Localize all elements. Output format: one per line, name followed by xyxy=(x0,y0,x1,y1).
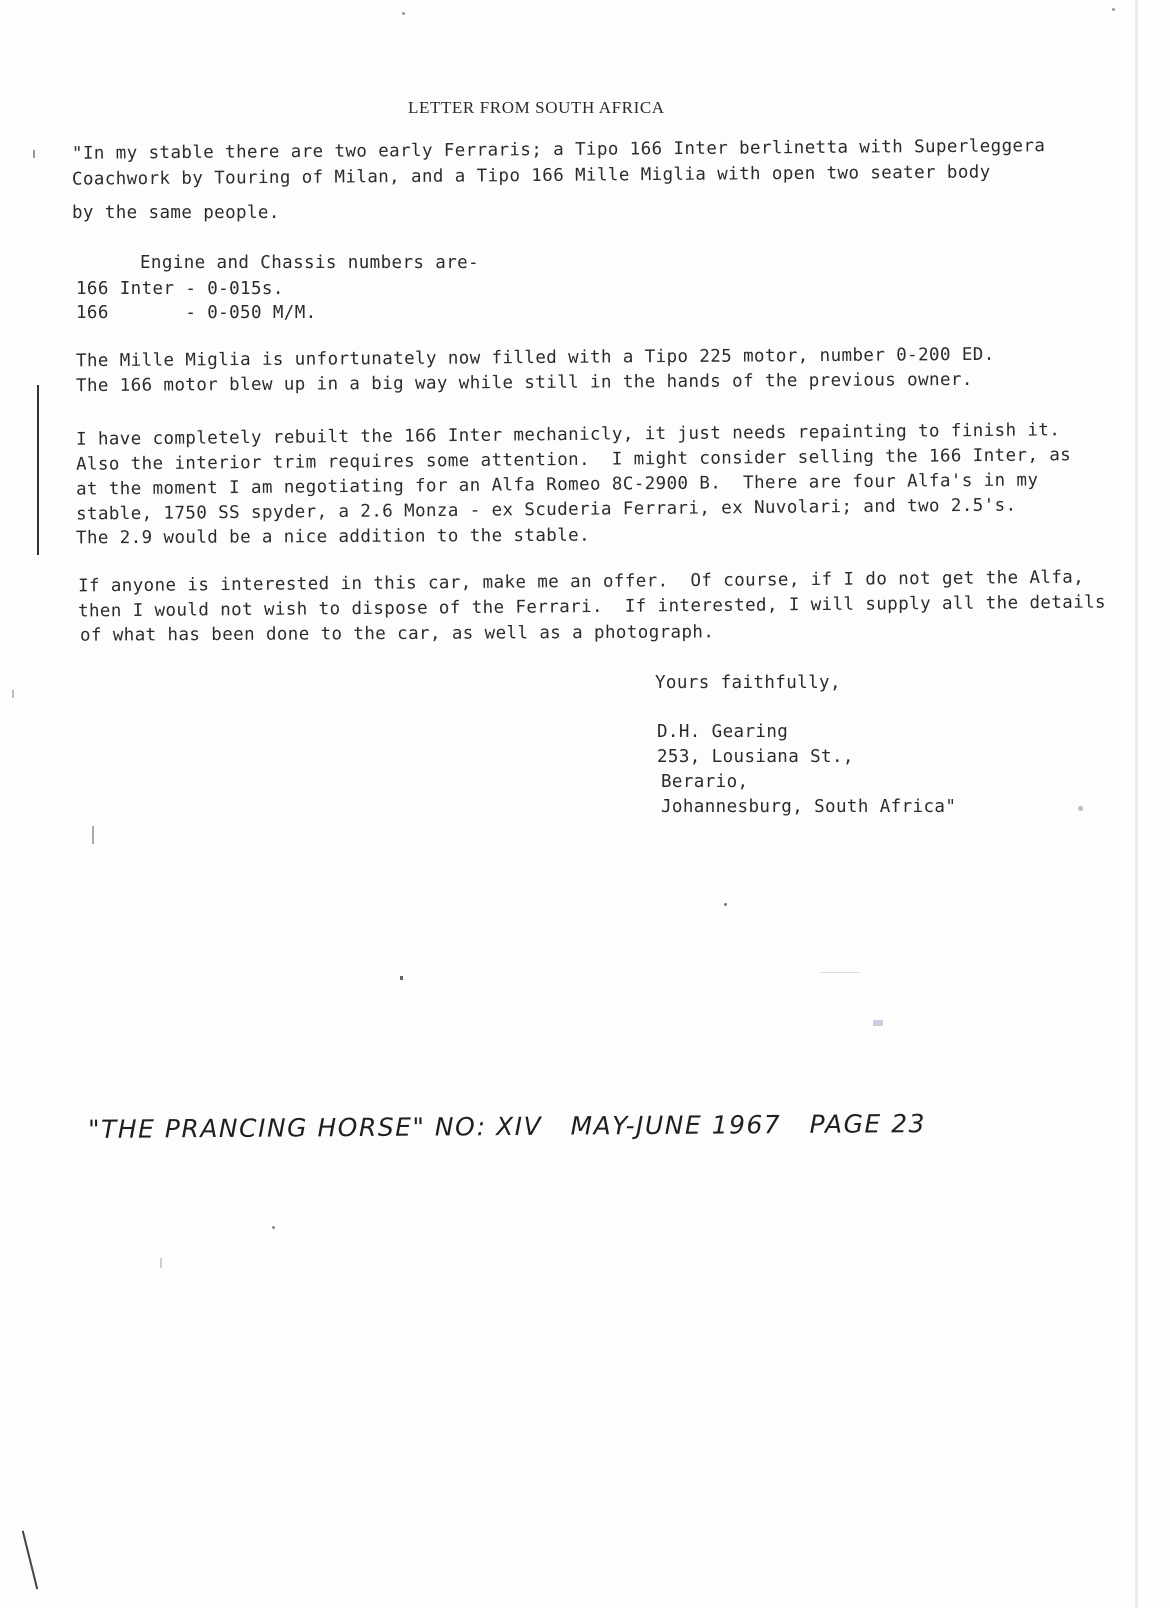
number-line: 166 - 0-050 M/M. xyxy=(76,303,317,323)
scan-speck xyxy=(92,826,94,844)
paragraph-line: The Mille Miglia is unfortunately now filled with a Tipo 225 motor, number 0-200 ED. xyxy=(75,344,995,372)
letter-title: LETTER FROM SOUTH AFRICA xyxy=(408,98,665,117)
scan-edge-mark xyxy=(22,1531,38,1590)
scan-speck xyxy=(400,976,403,980)
paragraph-line: The 2.9 would be a nice addition to the stable. xyxy=(75,525,591,549)
signature-address-line: Johannesburg, South Africa" xyxy=(661,797,957,817)
paragraph-line: then I would not wish to dispose of the Ferrari. If interested, I will supply all the details xyxy=(77,592,1107,622)
signature-address-line: 253, Lousiana St., xyxy=(657,747,854,767)
paragraph-line: I have completely rebuilt the 166 Inter mechanicly, it just needs repainting to finish it. xyxy=(75,420,1061,450)
numbers-intro: Engine and Chassis numbers are- xyxy=(140,253,480,273)
scan-speck xyxy=(272,1226,275,1229)
closing: Yours faithfully, xyxy=(655,673,841,693)
scan-speck xyxy=(12,690,14,698)
scan-speck xyxy=(820,972,860,973)
signature-name: D.H. Gearing xyxy=(657,722,789,742)
paragraph-line: of what has been done to the car, as well as a photograph. xyxy=(79,622,715,646)
scan-speck xyxy=(160,1258,162,1268)
paragraph-line: stable, 1750 SS spyder, a 2.6 Monza - ex Scuderia Ferrari, ex Nuvolari; and two 2.5's. xyxy=(75,495,1017,525)
paragraph-line: Coachwork by Touring of Milan, and a Tipo 166 Mille Miglia with open two seater body xyxy=(71,162,991,190)
paragraph-line: If anyone is interested in this car, make me an offer. Of course, if I do not get the Alfa, xyxy=(77,567,1085,597)
paragraph-line: by the same people. xyxy=(72,203,280,223)
scan-speck xyxy=(402,12,405,15)
scan-right-edge xyxy=(1135,0,1138,1608)
scan-speck xyxy=(724,903,727,906)
number-line: 166 Inter - 0-015s. xyxy=(76,279,284,299)
paragraph-line: The 166 motor blew up in a big way while still in the hands of the previous owner. xyxy=(75,369,973,397)
signature-address-line: Berario, xyxy=(661,772,749,792)
scan-margin-mark xyxy=(37,385,39,555)
scan-speck xyxy=(1078,806,1083,811)
paragraph-line: "In my stable there are two early Ferraris; a Tipo 166 Inter berlinetta with Superleggera xyxy=(71,136,1046,164)
paragraph-line: Also the interior trim requires some attention. I might consider selling the 166 Inter, as xyxy=(75,445,1072,475)
scan-speck xyxy=(873,1020,883,1026)
scan-speck xyxy=(33,150,35,158)
paragraph-line: at the moment I am negotiating for an Alfa Romeo 8C-2900 B. There are four Alfa's in my xyxy=(75,470,1039,500)
scan-speck xyxy=(1112,8,1115,11)
handwritten-source-note: "THE PRANCING HORSE" NO: XIV MAY-JUNE 1967 PAGE 23 xyxy=(87,1109,927,1144)
